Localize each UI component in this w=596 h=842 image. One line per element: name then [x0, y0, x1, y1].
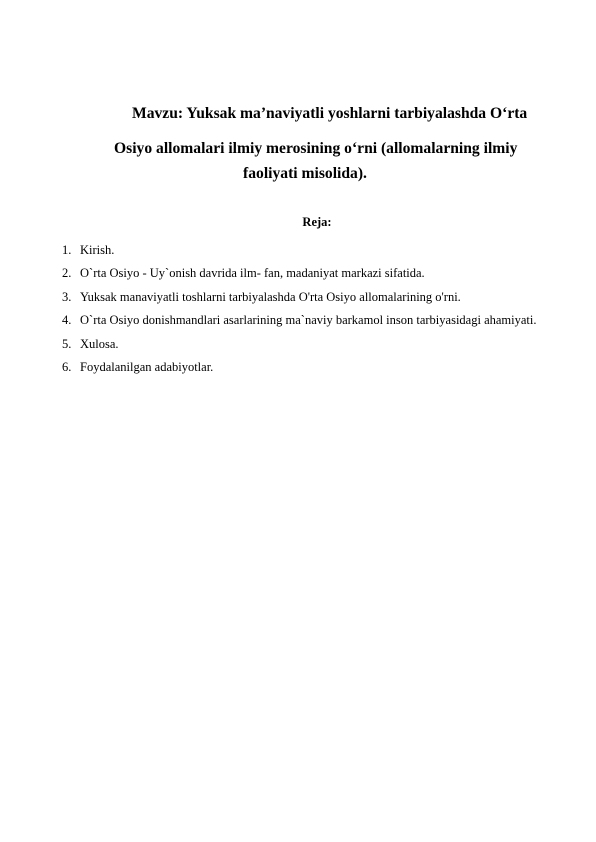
plan-item-text: Xulosa. [80, 336, 119, 351]
plan-item-text: Kirish. [80, 243, 115, 257]
title-line-2: Osiyo allomalari ilmiy merosining o‘rni (allomalarning ilmiy [114, 140, 518, 157]
plan-item [62, 239, 562, 262]
plan-item-text: O`rta Osiyo donishmandlari asarlarining ma`naviy barkamol inson tarbiyasidagi ahamiyati. [80, 313, 537, 328]
plan-heading: Reja: [302, 215, 332, 229]
plan-item [62, 262, 562, 285]
plan-item [62, 333, 562, 356]
plan-item-number: 4. [62, 313, 72, 328]
plan-item-text: O`rta Osiyo - Uy`onish davrida ilm- fan, madaniyat markazi sifatida. [80, 266, 425, 281]
plan-item-number: 2. [62, 266, 72, 281]
title-line-1: Mavzu: Yuksak ma’naviyatli yoshlarni tarbiyalashda O‘rta [132, 105, 528, 122]
plan-item-number: 3. [62, 289, 72, 304]
title-line-3: faoliyati misolida). [243, 165, 367, 182]
plan-item [62, 309, 562, 332]
plan-item [62, 286, 562, 309]
plan-item-text: Foydalanilgan adabiyotlar. [80, 359, 214, 374]
plan-item-text: Yuksak manaviyatli toshlarni tarbiyalashda O'rta Osiyo allomalarining o'rni. [80, 289, 461, 304]
plan-item [62, 356, 562, 379]
plan-item-number: 6. [62, 359, 72, 374]
plan-list [62, 239, 562, 379]
plan-item-number: 1. [62, 243, 72, 257]
plan-item-number: 5. [62, 336, 72, 351]
